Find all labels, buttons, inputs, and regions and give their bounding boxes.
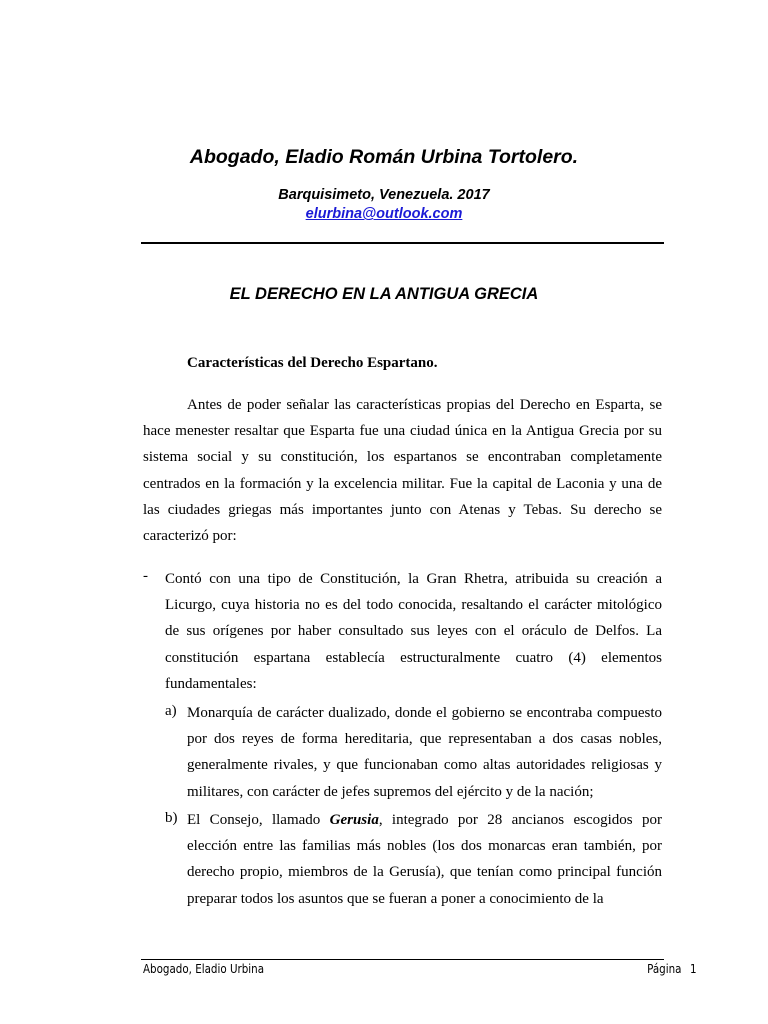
header-divider [141, 242, 664, 244]
author-name: Abogado, Eladio Román Urbina Tortolero. [189, 146, 579, 168]
page-indicator [647, 962, 697, 976]
bullet-marker: - [143, 568, 148, 584]
bullet-text: Contó con una tipo de Constitución, la Gran Rhetra, atribuida su creación a Licurgo, cuya historia no es del todo conocida, resaltando el carácter mitológico de sus orígenes por haber consultado sus leyes con el oráculo de Delfos. La constitución espartana establecía estructuralmente cuatro (4) elementos fundamentales: [165, 571, 662, 692]
gerusia-term: Gerusia [329, 812, 379, 828]
section-heading: Características del Derecho Espartano. [187, 355, 438, 371]
list-item-text-start: El Consejo, llamado [187, 812, 330, 828]
list-item-marker: a) [165, 703, 177, 719]
email-link[interactable]: elurbina@outlook.com [305, 206, 463, 222]
document-title: EL DERECHO EN LA ANTIGUA GRECIA [229, 285, 539, 303]
page-number: 1 [690, 962, 697, 976]
footer-author: Abogado, Eladio Urbina [143, 962, 265, 976]
list-item-text-rest: , integrado por 28 ancianos escogidos por elección entre las familias más nobles (los dos monarcas eran también, por derecho propio, miembros de la Gerusía), que tenían como principal función preparar todos los asuntos que se fueran a poner a conocimiento de la [187, 812, 662, 907]
intro-paragraph: Antes de poder señalar las características propias del Derecho en Esparta, se hace menester resaltar que Esparta fue una ciudad única en la Antigua Grecia por su sistema social y su constitución, los espartanos se encontraban completamente centrados en la formación y la excelencia militar. Fue la capital de Laconia y una de las ciudades griegas más importantes junto con Atenas y Tebas. Su derecho se caracterizó por: [143, 397, 662, 545]
list-item-marker: b) [165, 810, 178, 826]
email-line [0, 206, 768, 222]
page-label: Página [647, 962, 682, 976]
city-year: Barquisimeto, Venezuela. 2017 [278, 187, 490, 203]
list-item-text [187, 807, 662, 912]
list-item-text: Monarquía de carácter dualizado, donde el gobierno se encontraba compuesto por dos reyes de forma hereditaria, que representaban a dos casas nobles, generalmente rivales, y que funcionaban como altas autoridades religiosas y militares, con carácter de jefes supremos del ejército y de la nación; [187, 705, 662, 800]
footer-divider [141, 959, 664, 960]
